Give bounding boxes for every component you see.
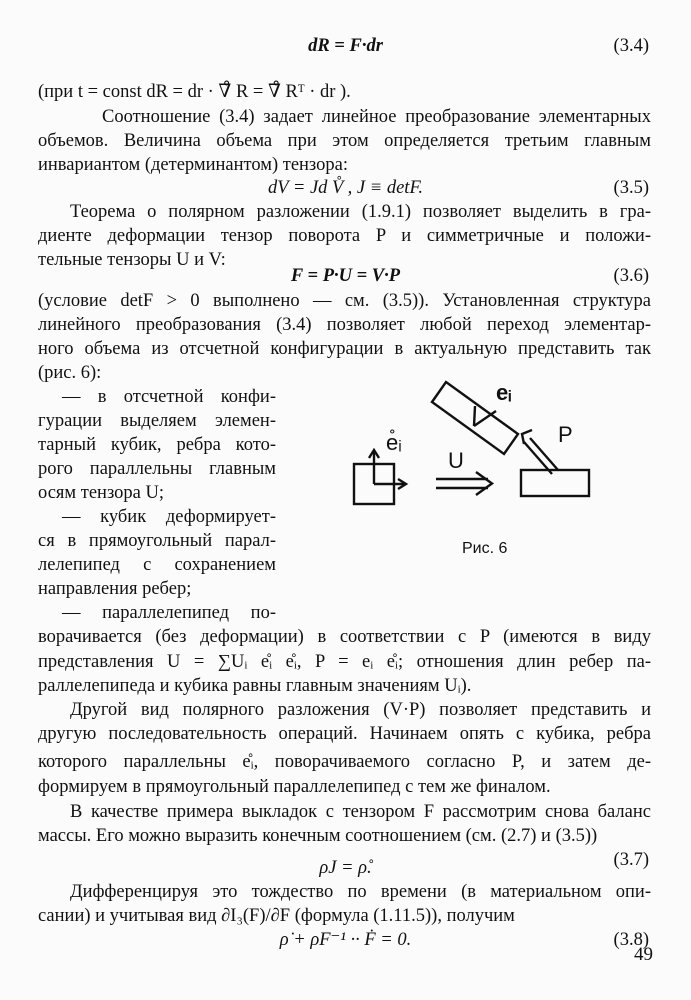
- paragraph-7-line-1: Дифференцируя это тождество по времени (в материальном опи-: [70, 882, 651, 902]
- paragraph-1-line-1: Соотношение (3.4) задает линейное преобразование элементарных: [102, 107, 651, 127]
- equation-3-6: F = P·U = V·P: [290, 266, 401, 286]
- paragraph-4-line-3: раллелепипеда и кубика равны главным значениям Uᵢ).: [38, 676, 472, 696]
- figure-6-diagram: [346, 378, 636, 528]
- note-equation-3-4: (при t = const dR = dr · ∇̊ R = ∇̊ Rᵀ · dr ).: [38, 82, 351, 102]
- equation-3-5: dV = Jd V̊ , J ≡ detF.: [268, 178, 423, 198]
- figure-caption: Рис. 6: [462, 540, 508, 557]
- deformed-parallelepiped: [521, 470, 589, 496]
- equation-number-3-5: (3.5): [613, 178, 649, 198]
- paragraph-5-line-1: Другой вид полярного разложения (V·P) позволяет представить и: [70, 700, 651, 720]
- equation-3-8: ρ̇ + ρF⁻¹ ·· Ḟ = 0.: [279, 930, 412, 950]
- list-line-3: тарный кубик, ребра кото-: [38, 435, 276, 455]
- paragraph-2-line-1: Теорема о полярном разложении (1.9.1) позволяет выделить в гра-: [70, 202, 651, 222]
- equation-number-3-4: (3.4): [613, 36, 649, 56]
- paragraph-5-line-2: другую последовательность операций. Начинаем опять с кубика, ребра: [38, 724, 651, 744]
- equation-number-3-7: (3.7): [613, 850, 649, 870]
- paragraph-1-line-2: объемов. Величина объема при этом определяется третьим главным: [38, 131, 651, 151]
- paragraph-1-line-3: инвариантом (детерминантом) тензора:: [38, 155, 348, 175]
- figure-label-e-reference: e̊ᵢ: [386, 430, 402, 455]
- paragraph-3-line-1: (условие detF > 0 выполнено — см. (3.5)). Установленная структура: [38, 291, 651, 311]
- paragraph-3-line-2: линейного преобразования (3.4) позволяет любой переход элементар-: [38, 315, 651, 335]
- equation-3-4: dR = F·dr: [308, 36, 383, 56]
- list-line-9: направления ребер;: [38, 579, 192, 599]
- figure-label-U: U: [448, 448, 464, 473]
- paragraph-6-line-2: массы. Его можно выразить конечным соотношением (см. (2.7) и (3.5)): [38, 826, 598, 846]
- paragraph-4-line-2: представления U = ∑Uᵢ e̊ᵢ e̊ᵢ, P = eᵢ e̊ᵢ; отношения длин ребер па-: [38, 652, 651, 672]
- paragraph-2-line-2: диенте деформации тензор поворота P и симметричные и положи-: [38, 226, 651, 246]
- paragraph-5-line-4: формируем в прямоугольный параллелепипед с тем же финалом.: [38, 777, 551, 797]
- list-line-10: — параллелепипед по-: [62, 603, 276, 623]
- figure-label-e-current: eᵢ: [496, 380, 512, 405]
- paragraph-5-line-3: которого параллельны e̊ᵢ, поворачиваемого согласно P, и затем де-: [38, 752, 651, 772]
- paragraph-2-line-3: тельные тензоры U и V:: [38, 250, 226, 270]
- list-line-6: — кубик деформирует-: [62, 507, 276, 527]
- list-line-1: — в отсчетной конфи-: [62, 387, 276, 407]
- paragraph-7-line-2: сании) и учитывая вид ∂I₃(F)/∂F (формула (1.11.5)), получим: [38, 906, 515, 926]
- list-line-7: ся в прямоугольный парал-: [38, 531, 276, 551]
- equation-number-3-8: (3.8): [613, 930, 649, 950]
- list-line-2: гурации выделяем элемен-: [38, 411, 276, 431]
- list-line-4: рого параллельны главным: [38, 459, 276, 479]
- list-line-8: лелепипед с сохранением: [38, 555, 276, 575]
- paragraph-4-line-1: ворачивается (без деформации) в соответствии с P (имеются в виду: [38, 627, 651, 647]
- page-number: 49: [634, 944, 653, 965]
- paragraph-3-line-4: (рис. 6):: [38, 363, 102, 383]
- paragraph-3-line-3: ного объема из отсчетной конфигурации в актуальную представить так: [38, 339, 651, 359]
- list-line-5: осям тензора U;: [38, 483, 164, 503]
- equation-number-3-6: (3.6): [613, 266, 649, 286]
- equation-3-7: ρJ = ρ̊.: [319, 858, 372, 878]
- figure-label-P: P: [558, 422, 573, 447]
- paragraph-6-line-1: В качестве примера выкладок с тензором F рассмотрим снова баланс: [70, 802, 651, 822]
